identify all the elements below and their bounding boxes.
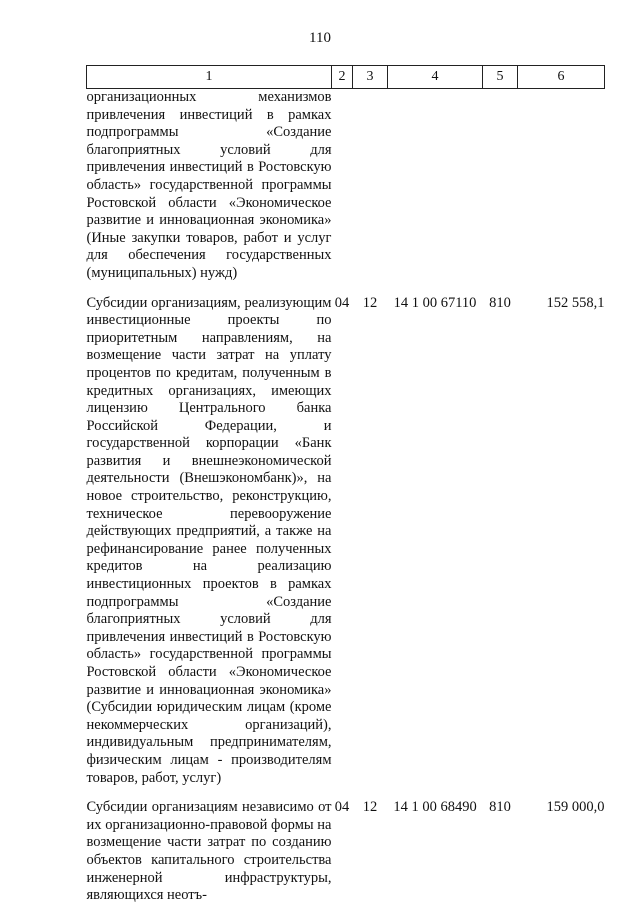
table-row [87,283,605,788]
row-expense-type: 810 [489,294,511,311]
row-subsection: 12 [362,799,378,816]
row-target-code: 14 1 00 67110 [393,294,477,311]
row-expense-type: 810 [489,799,511,816]
budget-table [86,65,605,905]
row-description: Субсидии организациям, реализующим инвестиционные проекты по приоритетным направлениям, на возмещение части затрат на уплату процентов по кредитам, полученным в кредитных организациях, имеющих лицензию Центрального банка Российской Федерации, и государственной корпорации «Банк развития и внешнеэкономической деятельности (Внешэкономбанк)», на новое строительство, реконструкцию, техническое перевооружение действующих предприятий, а также на рефинансирование ранее полученных кредитов на реализацию инвестиционных проектов в рамках подпрограммы «Создание благоприятных условий для привлечения инвестиций в Ростовскую область» государственной программы Ростовской области «Экономическое развитие и инновационная экономика» (Субсидии юридическим лицам (кроме некоммерческих организаций), индивидуальным предпринимателям, физическим лицам - производителям товаров, работ, услуг) [86,294,332,786]
row-target-code [388,89,483,283]
row-description: Субсидии организациям независимо от их организационно-правовой формы на возмещение части затрат по созданию объектов капитального строительства инженерной инфраструктуры, являющихся неотъ- [86,799,332,904]
column-header-4: 4 [388,66,483,89]
row-subsection: 12 [362,294,378,311]
row-amount: 152 558,1 [546,294,605,311]
row-subsection [353,89,388,283]
row-section [332,89,353,283]
row-amount: 159 000,0 [546,799,605,816]
page-number: 110 [309,30,331,46]
table-header-row [87,66,605,89]
row-target-code: 14 1 00 68490 [393,799,477,816]
table-row [87,787,605,905]
row-section: 04 [334,294,350,311]
row-amount [518,89,605,283]
table-row [87,89,605,283]
row-description: организационных механизмов привлечения инвестиций в рамках подпрограммы «Создание благоприятных условий для привлечения инвестиций в Ростовскую область» государственной программы Ростовской области «Экономическое развитие и инновационная экономика» (Иные закупки товаров, работ и услуг для обеспечения государственных (муниципальных) нужд) [86,89,332,281]
row-section: 04 [334,799,350,816]
column-header-1: 1 [87,66,332,89]
column-header-6: 6 [518,66,605,89]
row-expense-type [483,89,518,283]
column-header-5: 5 [483,66,518,89]
column-header-2: 2 [332,66,353,89]
column-header-3: 3 [353,66,388,89]
